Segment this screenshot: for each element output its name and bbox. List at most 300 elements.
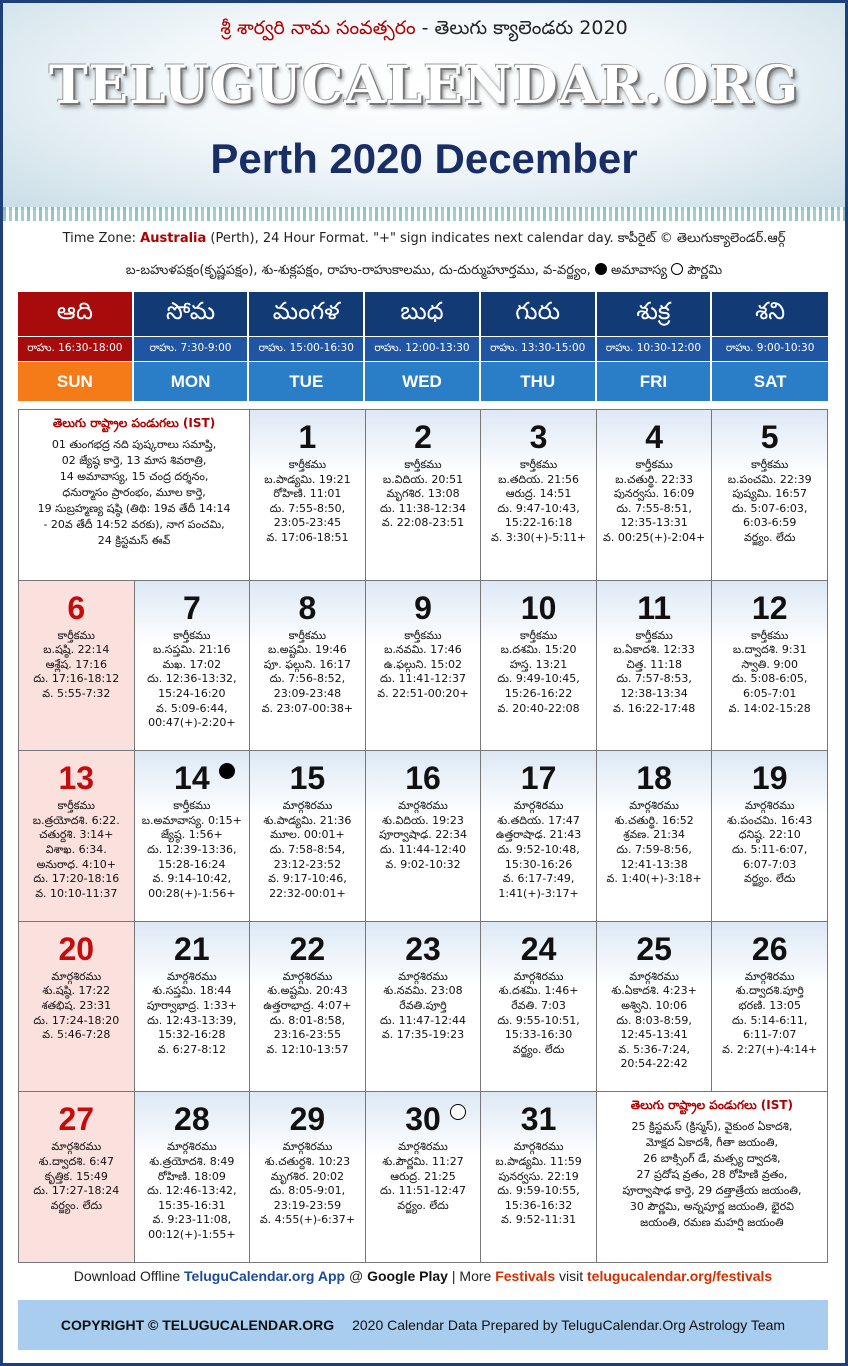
festival-list — [25, 437, 243, 549]
day-number: 1 — [298, 419, 317, 455]
panchang-line: దు. 7:55-8:51, — [616, 501, 692, 515]
day-number: 27 — [58, 1101, 95, 1138]
panchang-line: స్వాతి. 9:00 — [741, 657, 799, 671]
panchang-line: 15:30-16:26 — [504, 857, 573, 871]
day-number: 10 — [520, 589, 557, 626]
panchang-line: అనురాధ. 4:10+ — [36, 857, 116, 871]
panchang-line: కార్తీకము — [751, 458, 789, 471]
panchang-line: దు. 7:59-8:56, — [616, 842, 692, 856]
panchang-line: మార్గశిరము — [51, 1140, 102, 1154]
day-cell[interactable] — [481, 410, 597, 581]
panchang-line: ఉత్తరాషాఢ. 21:43 — [495, 828, 582, 842]
weekday-column-sun — [18, 292, 134, 401]
panchang-line: ఆశ్లేష. 17:16 — [45, 657, 107, 671]
panchang-line: వ. 1:40(+)-3:18+ — [606, 872, 702, 886]
panchang-details — [481, 799, 596, 901]
rahukalam-time: రాహు. 12:00-13:30 — [365, 336, 479, 362]
panchang-line: బ.దశమి. 15:20 — [500, 643, 577, 657]
panchang-line: దు. 5:07-6:03, — [731, 501, 808, 515]
panchang-details — [597, 970, 712, 1072]
panchang-line: 15:35-16:31 — [158, 1198, 226, 1212]
panchang-line: మార్గశిరము — [744, 969, 795, 983]
panchang-line: శు.పంచమి. 16:43 — [726, 813, 813, 827]
panchang-details — [481, 970, 596, 1058]
day-number: 11 — [637, 589, 672, 626]
panchang-line: 00:47(+)-2:20+ — [148, 716, 236, 730]
panchang-line: వ. 9:23-11:08, — [152, 1213, 232, 1227]
panchang-details — [597, 629, 712, 717]
panchang-line: కార్తీకము — [57, 799, 95, 813]
day-cell[interactable] — [481, 922, 597, 1093]
legend-amavasya: అమావాస్య — [611, 263, 668, 278]
panchang-line: 20:54-22:42 — [620, 1057, 688, 1071]
panchang-line: వర్జ్యం. లేదు — [743, 872, 796, 886]
festival-line: 27 ప్రదోష వ్రతం, 28 రోహిణి వ్రతం, — [636, 1168, 788, 1182]
weekday-telugu: మంగళ — [249, 292, 363, 336]
festival-line: 19 సుబ్రహ్మణ్య షష్ఠి (తిథి: 19వ తేదీ 14:14 — [37, 502, 231, 515]
full-moon-icon — [671, 263, 683, 275]
panchang-line: దు. 7:57-8:53, — [616, 672, 692, 686]
day-number: 14 — [174, 760, 210, 797]
timezone-country: Australia — [140, 231, 207, 246]
panchang-line: దు. 11:51-12:47 — [380, 1184, 466, 1198]
panchang-details — [481, 458, 596, 546]
day-cell[interactable] — [481, 581, 597, 752]
day-number: 21 — [174, 930, 210, 967]
panchang-line: దు. 8:05-9:01, — [269, 1184, 346, 1198]
weekday-english: WED — [365, 362, 479, 401]
festival-line: జయంతి, రమణ మహర్షి జయంతి — [640, 1216, 784, 1230]
weekday-telugu: శుక్ర — [597, 292, 711, 336]
panchang-line: బ.విదియ. 20:51 — [382, 472, 464, 486]
panchang-details — [597, 799, 712, 887]
panchang-line: దు. 17:20-18:16 — [33, 872, 120, 886]
timezone-prefix: Time Zone: — [62, 231, 141, 246]
day-number: 2 — [414, 419, 432, 455]
panchang-line: దు. 9:52-10:48, — [497, 842, 580, 856]
day-cell[interactable] — [250, 581, 366, 752]
panchang-line: వ. 22:51-00:20+ — [377, 686, 469, 700]
timezone-rest: (Perth), 24 Hour Format. "+" sign indicates next calendar day. కాపీరైట్ © తెలుగుక్యాలెండర్.ఆర్గ్ — [206, 231, 786, 246]
day-cell[interactable] — [712, 922, 828, 1093]
panchang-line: రేవతి.పూర్తి — [399, 998, 447, 1012]
panchang-line: వ. 9:52-11:31 — [500, 1213, 577, 1227]
panchang-line: శు.దశమి. 1:46+ — [498, 984, 579, 998]
festival-heading: తెలుగు రాష్ట్రాల పండుగలు (IST) — [630, 1098, 794, 1113]
panchang-line: దు. 7:58-8:54, — [269, 842, 346, 856]
day-number: 25 — [636, 930, 672, 967]
panchang-details — [135, 799, 250, 901]
panchang-line: శు.తదియ. 17:47 — [497, 813, 580, 827]
legend-text: బ-బహుళపక్షం(కృష్ణపక్షం), శు-శుక్లపక్షం, రాహు-రాహుకాలము, దు-దుర్ముహూర్తము, వ-వర్జ్యం, — [125, 263, 591, 278]
day-cell[interactable] — [19, 1092, 135, 1263]
panchang-line: 6:05-7:01 — [743, 686, 797, 700]
panchang-line: పుష్యమి. 16:57 — [732, 487, 807, 501]
day-cell[interactable] — [366, 1092, 482, 1263]
day-cell[interactable] — [597, 581, 713, 752]
panchang-line: అశ్విని. 10:06 — [621, 998, 688, 1012]
panchang-line: శు.విదియ. 19:23 — [382, 813, 464, 827]
panchang-line: మార్గశిరము — [629, 969, 679, 983]
panchang-line: మార్గశిరము — [282, 1140, 333, 1154]
panchang-line: 15:28-16:24 — [158, 857, 226, 871]
weekday-column-wed — [365, 292, 481, 401]
panchang-line: దు. 11:41-12:37 — [380, 672, 466, 686]
panchang-line: బ.తదియ. 21:56 — [498, 472, 580, 486]
panchang-line: బ.ద్వాదశి. 9:31 — [732, 643, 807, 657]
panchang-line: బ.అమావాస్య. 0:15+ — [141, 813, 242, 827]
ornament-divider — [3, 207, 845, 221]
weekday-telugu: బుధ — [365, 292, 479, 336]
panchang-line: కార్తీకము — [288, 458, 327, 471]
copyright-bar — [18, 1300, 828, 1350]
day-cell[interactable] — [481, 751, 597, 922]
abbreviation-legend — [0, 263, 848, 281]
weekday-telugu: సోమ — [134, 292, 248, 336]
at-text: @ — [345, 1268, 368, 1284]
calendar-grid — [18, 409, 828, 1263]
header — [3, 3, 845, 210]
copyright-text: COPYRIGHT © TELUGUCALENDAR.ORG — [60, 1317, 335, 1333]
panchang-line: 15:24-16:20 — [158, 686, 226, 700]
festival-line: మోక్షద ఏకాదశీ, గీతా జయంతి, — [645, 1136, 778, 1150]
panchang-line: 12:35-13:31 — [620, 516, 688, 530]
panchang-line: వ. 4:55(+)-6:37+ — [259, 1213, 356, 1227]
panchang-details — [597, 458, 712, 546]
weekday-english: TUE — [249, 362, 363, 401]
day-number: 24 — [520, 930, 557, 967]
day-cell[interactable] — [19, 751, 135, 922]
festival-line: ధనుర్మాసం ప్రారంభం, మూల కార్తె, — [62, 486, 206, 499]
panchang-line: శు.చతుర్థి. 16:52 — [614, 813, 694, 827]
panchang-line: వ. 5:36-7:24, — [618, 1042, 690, 1056]
weekday-column-sat — [712, 292, 828, 401]
panchang-line: దు. 9:55-10:51, — [497, 1013, 580, 1027]
day-cell[interactable] — [19, 922, 135, 1093]
panchang-line: వ. 5:09-6:44, — [156, 701, 228, 715]
panchang-line: దు. 9:59-10:55, — [497, 1184, 580, 1198]
rahukalam-time: రాహు. 15:00-16:30 — [249, 336, 363, 362]
panchang-line: దు. 17:27-18:24 — [33, 1184, 120, 1198]
day-number: 16 — [405, 760, 441, 797]
panchang-line: దు. 17:16-18:12 — [33, 672, 120, 686]
rahukalam-time: రాహు. 7:30-9:00 — [134, 336, 248, 362]
panchang-line: వ. 9:14-10:42, — [152, 872, 232, 886]
weekday-english: MON — [134, 362, 248, 401]
panchang-line: మార్గశిరము — [513, 969, 564, 983]
panchang-line: వ. 14:02-15:28 — [728, 701, 811, 715]
day-number: 15 — [289, 760, 326, 797]
day-cell[interactable] — [135, 581, 251, 752]
day-number: 3 — [529, 419, 548, 455]
day-cell[interactable] — [135, 1092, 251, 1263]
day-cell[interactable] — [597, 751, 713, 922]
panchang-line: బ.ఏకాదశి. 12:33 — [613, 643, 695, 657]
weekday-telugu: గురు — [481, 292, 595, 336]
festival-box — [597, 1092, 828, 1263]
panchang-line: చతుర్దశి. 3:14+ — [39, 828, 114, 842]
panchang-line: 15:32-16:28 — [158, 1028, 226, 1042]
panchang-line: దు. 8:03-8:59, — [616, 1013, 692, 1027]
panchang-line: కృత్తిక. 15:49 — [44, 1169, 108, 1183]
panchang-line: శు.ద్వాదశి. 6:47 — [38, 1154, 114, 1168]
panchang-line: మూల. 00:01+ — [270, 828, 345, 842]
day-cell[interactable] — [250, 751, 366, 922]
panchang-line: మార్గశిరము — [398, 799, 448, 813]
panchang-line: దు. 5:11-6:07, — [731, 842, 808, 856]
festival-line: 02 జ్యేష్ఠ కార్తె, 13 మాస శివరాత్రి, — [61, 454, 207, 467]
site-logo[interactable]: TELUGUCALENDAR.ORG — [48, 55, 800, 116]
weekday-english: FRI — [597, 362, 711, 401]
panchang-details — [712, 799, 827, 887]
panchang-line: శు.చతుర్దశి. 10:23 — [264, 1154, 351, 1168]
panchang-line: వ. 9:17-10:46, — [268, 872, 347, 886]
day-cell[interactable] — [712, 410, 828, 581]
rahukalam-time: రాహు. 16:30-18:00 — [18, 336, 132, 362]
weekday-header — [18, 292, 828, 401]
festivals-url-link[interactable]: telugucalendar.org/festivals — [587, 1268, 773, 1284]
festival-line: పూర్వాషాఢ కార్తె, 29 దత్తాత్రేయ జయంతి, — [622, 1184, 802, 1198]
panchang-line: 12:45-13:41 — [620, 1028, 688, 1042]
day-number: 28 — [174, 1101, 210, 1138]
weekday-column-fri — [597, 292, 713, 401]
panchang-line: 23:16-23:55 — [273, 1028, 342, 1042]
festival-line: 24 క్రిస్టమస్ ఈవ్ — [97, 534, 171, 547]
legend-pournami: పౌర్ణమి — [687, 263, 723, 278]
festival-line: - 20వ తేదీ 14:52 వరకు), నాగ పంచమి, — [43, 518, 225, 531]
day-cell[interactable] — [250, 922, 366, 1093]
panchang-line: బ.అష్టమి. 19:46 — [268, 643, 347, 657]
panchang-line: దు. 12:39-13:36, — [147, 842, 237, 856]
day-number: 12 — [751, 589, 788, 626]
panchang-line: దు. 9:49-10:45, — [497, 672, 580, 686]
panchang-line: వ. 16:22-17:48 — [613, 701, 696, 715]
panchang-line: వ. 17:06-18:51 — [266, 530, 349, 544]
panchang-line: 6:03-6:59 — [743, 516, 797, 530]
day-cell[interactable] — [481, 1092, 597, 1263]
panchang-line: దు. 11:38-12:34 — [380, 501, 466, 515]
panchang-line: కార్తీకము — [404, 628, 442, 642]
panchang-line: మృగశిర. 20:02 — [270, 1169, 345, 1183]
day-number: 19 — [751, 760, 788, 797]
day-cell[interactable] — [366, 751, 482, 922]
panchang-line: శు.సప్తమి. 18:44 — [152, 984, 232, 998]
panchang-details — [712, 458, 827, 546]
day-number: 5 — [760, 419, 779, 455]
panchang-line: 6:11-7:07 — [743, 1028, 797, 1042]
panchang-line: కార్తీకము — [635, 628, 673, 642]
panchang-line: శు.షష్ఠి. 17:22 — [42, 984, 111, 998]
panchang-line: కార్తీకము — [404, 458, 442, 471]
panchang-line: వ. 2:27(+)-4:14+ — [722, 1042, 818, 1056]
panchang-line: వ. 3:30(+)-5:11+ — [490, 530, 587, 544]
panchang-details — [19, 1140, 134, 1213]
panchang-details — [250, 970, 365, 1058]
festival-line: 25 క్రిస్టమస్ (క్రిస్మస్), వైకుంఠ ఏకాదశి, — [631, 1120, 793, 1134]
panchang-line: మార్గశిరము — [398, 1140, 448, 1154]
day-cell[interactable] — [366, 581, 482, 752]
panchang-line: బ.చతుర్థి. 22:33 — [615, 472, 693, 486]
panchang-line: మార్గశిరము — [744, 799, 795, 813]
panchang-line: కార్తీకము — [57, 628, 95, 642]
day-number: 9 — [414, 589, 432, 626]
panchang-line: దు. 12:36-13:32, — [147, 672, 237, 686]
day-cell[interactable] — [135, 751, 251, 922]
new-moon-icon — [595, 263, 607, 275]
panchang-line: దు. 9:47-10:43, — [497, 501, 580, 515]
day-number: 18 — [636, 760, 672, 797]
day-cell[interactable] — [597, 410, 713, 581]
panchang-line: వ. 23:07-00:38+ — [261, 701, 354, 715]
panchang-details — [712, 970, 827, 1058]
panchang-line: మార్గశిరము — [398, 969, 448, 983]
panchang-line: 15:33-16:30 — [504, 1028, 573, 1042]
rahukalam-time: రాహు. 13:30-15:00 — [481, 336, 595, 362]
panchang-line: 00:28(+)-1:56+ — [148, 886, 236, 900]
samvat-rest: - తెలుగు క్యాలెండరు 2020 — [415, 17, 628, 39]
panchang-details — [712, 629, 827, 717]
panchang-line: శు.ద్వాదశి.పూర్తి — [735, 984, 804, 998]
prepared-by-text: 2020 Calendar Data Prepared by TeluguCalendar.Org Astrology Team — [352, 1317, 786, 1333]
panchang-line: బ.నవమి. 17:46 — [384, 643, 462, 657]
panchang-line: బ.పాడ్యమి. 11:59 — [495, 1154, 582, 1168]
panchang-line: శు.నవమి. 23:08 — [383, 984, 463, 998]
panchang-line: మృగశిర. 13:08 — [386, 487, 460, 501]
panchang-line: కార్తీకము — [288, 628, 327, 642]
panchang-line: 1:41(+)-3:17+ — [498, 886, 579, 900]
panchang-line: 23:12-23:52 — [273, 857, 342, 871]
panchang-line: వ. 10:10-11:37 — [35, 886, 118, 900]
panchang-line: శతభిష. 23:31 — [41, 998, 112, 1012]
panchang-line: వ. 6:27-8:12 — [157, 1042, 226, 1056]
panchang-line: వర్జ్యం. లేదు — [397, 1198, 449, 1212]
panchang-line: దు. 12:46-13:42, — [147, 1184, 237, 1198]
day-cell[interactable] — [712, 581, 828, 752]
panchang-line: ఉ.ఫల్గుని. 15:02 — [383, 657, 463, 671]
panchang-line: వ. 17:35-19:23 — [381, 1028, 465, 1042]
panchang-details — [250, 458, 365, 546]
weekday-column-thu — [481, 292, 597, 401]
panchang-details — [19, 799, 134, 901]
google-play-link[interactable]: Google Play — [367, 1268, 448, 1284]
day-number: 20 — [58, 930, 95, 967]
panchang-details — [250, 629, 365, 717]
panchang-line: వ. 00:25(+)-2:04+ — [603, 530, 706, 544]
panchang-line: మార్గశిరము — [282, 799, 333, 813]
weekday-column-mon — [134, 292, 250, 401]
day-number: 31 — [520, 1101, 557, 1138]
panchang-line: రేవతి. 7:03 — [511, 998, 566, 1012]
panchang-line: మార్గశిరము — [513, 1140, 564, 1154]
timezone-note — [0, 231, 848, 249]
panchang-line: దు. 8:01-8:58, — [269, 1013, 346, 1027]
day-number: 7 — [182, 589, 201, 626]
panchang-line: దు. 7:55-8:50, — [269, 501, 346, 515]
festival-line: 30 పౌర్ణమి, అన్నపూర్ణ జయంతి, భైరవి — [629, 1200, 794, 1214]
day-cell[interactable] — [135, 922, 251, 1093]
day-number: 23 — [405, 930, 441, 967]
panchang-line: కార్తీకము — [519, 628, 558, 642]
panchang-line: మార్గశిరము — [166, 1140, 217, 1154]
festival-line: 26 బాక్సింగ్ డే, మత్స్య ద్వాదశి, — [643, 1152, 781, 1166]
panchang-line: శు.పౌర్ణమి. 11:27 — [382, 1154, 464, 1168]
panchang-line: దు. 7:56-8:52, — [269, 672, 346, 686]
panchang-line: శు.అష్టమి. 20:43 — [267, 984, 348, 998]
panchang-line: శ్రవణ. 21:34 — [623, 828, 685, 842]
panchang-line: 12:38-13:34 — [620, 686, 688, 700]
panchang-line: కార్తీకము — [635, 458, 673, 471]
panchang-line: 12:41-13:38 — [620, 857, 688, 871]
day-cell[interactable] — [19, 581, 135, 752]
app-link[interactable]: TeluguCalendar.org App — [184, 1268, 346, 1284]
panchang-line: పూ. ఫల్గుని. 16:17 — [263, 657, 352, 671]
page-title: Perth 2020 December — [210, 135, 638, 182]
panchang-line: బ.త్రయోదశి. 6:22. — [32, 813, 120, 827]
day-number: 6 — [67, 589, 86, 626]
panchang-line: దు. 11:47-12:44 — [380, 1013, 466, 1027]
day-cell[interactable] — [250, 1092, 366, 1263]
panchang-line: వ. 12:10-13:57 — [266, 1042, 349, 1056]
panchang-line: బ.పంచమి. 22:39 — [727, 472, 812, 486]
panchang-line: రోహిణి. 11:01 — [273, 487, 342, 501]
panchang-line: ఆరుద్ర. 14:51 — [505, 487, 572, 501]
panchang-line: పునర్వసు. 16:09 — [613, 487, 695, 501]
panchang-line: మఖ. 17:02 — [162, 657, 222, 671]
day-cell[interactable] — [712, 751, 828, 922]
panchang-line: మార్గశిరము — [166, 969, 217, 983]
panchang-details — [250, 1140, 365, 1228]
panchang-line: పునర్వసు. 22:19 — [498, 1169, 579, 1183]
day-cell[interactable] — [597, 922, 713, 1093]
panchang-line: 22:32-00:01+ — [269, 886, 346, 900]
day-cell[interactable] — [250, 410, 366, 581]
panchang-line: కార్తీకము — [519, 458, 558, 471]
day-cell[interactable] — [366, 410, 482, 581]
panchang-line: దు. 5:14-6:11, — [731, 1013, 808, 1027]
day-number: 29 — [289, 1101, 326, 1138]
weekday-column-tue — [249, 292, 365, 401]
weekday-telugu: శని — [712, 292, 828, 336]
festival-line: 01 తుంగభద్ర నది పుష్కరాలు సమాప్తి, — [51, 438, 217, 451]
panchang-line: మార్గశిరము — [51, 969, 102, 983]
weekday-english: SUN — [18, 362, 132, 401]
panchang-line: వర్జ్యం. లేదు — [512, 1042, 565, 1056]
festival-line: 14 అమావాస్య, 15 చంద్ర దర్శనం, — [59, 470, 209, 483]
day-number: 17 — [520, 760, 557, 797]
panchang-line: 23:05-23:45 — [273, 516, 342, 530]
panchang-line: ధనిష్ఠ. 22:10 — [738, 828, 801, 842]
panchang-line: దు. 11:44-12:40 — [380, 842, 466, 856]
festival-heading: తెలుగు రాష్ట్రాల పండుగలు (IST) — [52, 416, 216, 430]
day-number: 22 — [289, 930, 326, 967]
panchang-line: విశాఖ. 6:34. — [45, 842, 107, 856]
panchang-details — [366, 629, 481, 702]
day-cell[interactable] — [366, 922, 482, 1093]
panchang-details — [19, 629, 134, 702]
panchang-details — [481, 629, 596, 717]
panchang-details — [481, 1140, 596, 1228]
panchang-details — [135, 1140, 250, 1242]
panchang-line: బ.పాడ్యమి. 19:21 — [264, 472, 351, 486]
panchang-line: జ్యేష్ఠ. 1:56+ — [161, 828, 223, 842]
weekday-english: THU — [481, 362, 595, 401]
panchang-line: చిత్త. 11:18 — [626, 657, 682, 671]
festivals-link[interactable]: Festivals — [495, 1268, 556, 1284]
panchang-line: మార్గశిరము — [513, 799, 564, 813]
panchang-line: దు. 17:24-18:20 — [33, 1013, 120, 1027]
panchang-line: 23:09-23:48 — [273, 686, 342, 700]
samvat-name: శ్రీ శార్వరి నామ సంవత్సరం — [220, 17, 416, 39]
